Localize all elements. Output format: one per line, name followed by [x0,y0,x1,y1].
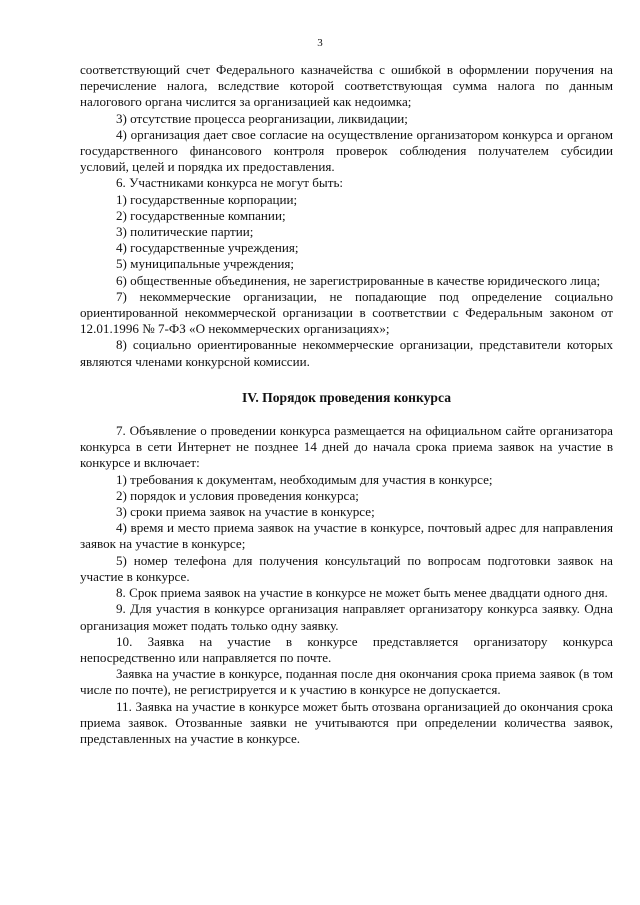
paragraph: 5) номер телефона для получения консультаций по вопросам подготовки заявок на участие в конкурсе. [80,552,613,584]
paragraph: 7. Объявление о проведении конкурса размещается на официальном сайте организатора конкурса в сети Интернет не позднее 14 дней до начала срока приема заявок на участие в конкурсе и включает: [80,423,613,471]
paragraph: 8. Срок приема заявок на участие в конкурсе не может быть менее двадцати одного дня. [116,585,608,601]
paragraph: 3) отсутствие процесса реорганизации, ликвидации; [116,110,408,126]
paragraph: 4) организация дает свое согласие на осуществление организатором конкурса и органом государственного финансового контроля проверок соблюдения получателем субсидии условий, целей и порядка их предоставления. [80,126,613,175]
paragraph: 4) время и место приема заявок на участие в конкурсе, почтовый адрес для направления заявок на участие в конкурсе; [80,520,613,552]
paragraph: 7) некоммерческие организации, не попадающие под определение социально ориентированной некоммерческой организации в соответствии с Федеральным законом от 12.01.1996 № 7-ФЗ «О некоммерческих организациях»; [80,288,613,337]
paragraphs-bottom [80,423,613,747]
paragraphs-top [80,62,613,370]
page-number: 3 [317,37,323,49]
document-body [80,62,613,747]
paragraph: 1) государственные корпорации; [116,191,298,207]
paragraph: 4) государственные учреждения; [116,240,299,256]
paragraph: 6. Участниками конкурса не могут быть: [116,175,344,191]
paragraph: 2) государственные компании; [116,207,286,223]
paragraph: 1) требования к документам, необходимым для участия в конкурсе; [116,471,493,487]
paragraph: соответствующий счет Федерального казначейства с ошибкой в оформлении поручения на перечисление налога, вследствие которой соответствующая сумма налога по данным налогового органа числится за организацией как недоимка; [80,62,613,110]
paragraph: 9. Для участия в конкурсе организация направляет организатору конкурса заявку. Одна организация может подать только одну заявку. [80,601,613,633]
paragraph: 11. Заявка на участие в конкурсе может быть отозвана организацией до окончания срока приема заявок. Отозванные заявки не учитываются при определении количества заявок, представленных на участие в конкурсе. [80,698,613,746]
paragraph: Заявка на участие в конкурсе, поданная после дня окончания срока приема заявок (в том числе по почте), не регистрируется и к участию в конкурсе не допускается. [80,666,613,698]
paragraph: 2) порядок и условия проведения конкурса; [116,487,359,503]
paragraph: 3) политические партии; [116,224,254,240]
section-heading: IV. Порядок проведения конкурса [242,389,451,405]
paragraph: 5) муниципальные учреждения; [116,256,295,272]
paragraph: 10. Заявка на участие в конкурсе представляется организатору конкурса непосредственно или направляется по почте. [80,633,613,665]
paragraph: 3) сроки приема заявок на участие в конкурсе; [116,504,375,520]
paragraph: 6) общественные объединения, не зарегистрированные в качестве юридического лица; [116,272,601,288]
paragraph: 8) социально ориентированные некоммерческие организации, представители которых являются членами конкурсной комиссии. [80,337,613,369]
